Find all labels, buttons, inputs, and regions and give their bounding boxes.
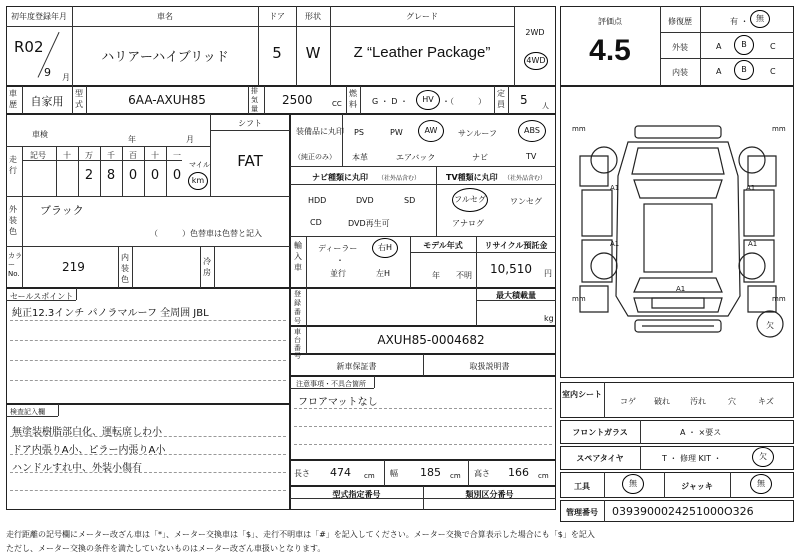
height-value: 166 bbox=[508, 466, 529, 479]
interior-c: C bbox=[770, 67, 776, 76]
notes-label: 注意事項・不具合箇所 bbox=[296, 380, 366, 388]
seat-item: キズ bbox=[758, 397, 774, 406]
fuel-hv-circled: HV bbox=[416, 90, 440, 110]
reg-no-label: 登録番号 bbox=[294, 290, 301, 325]
car-name-label: 車名 bbox=[157, 12, 173, 21]
km-circled: km bbox=[188, 172, 208, 190]
damage-mark-a1: A1 bbox=[610, 184, 620, 192]
sales-point-value: 純正12.3インチ パノラマルーフ 全周囲 JBL bbox=[12, 308, 209, 319]
inspection-year: 年 bbox=[128, 135, 136, 144]
tools-none-circled: 無 bbox=[622, 474, 644, 494]
interior-label: 内装 bbox=[672, 68, 688, 77]
navi-sd: SD bbox=[404, 196, 416, 205]
inspector-line: 無塗装樹脂部白化、運転席しわ小 bbox=[12, 427, 162, 438]
width-value: 185 bbox=[420, 466, 441, 479]
mm-mark: mm bbox=[572, 125, 586, 133]
unit-10m: 十 bbox=[63, 151, 71, 160]
import-sep: ・ bbox=[336, 256, 344, 265]
damage-mark-a1: A1 bbox=[610, 240, 620, 248]
inspection-month: 月 bbox=[186, 135, 194, 144]
recycle-label: リサイクル預託金 bbox=[484, 241, 548, 250]
unit-10: 十 bbox=[151, 151, 159, 160]
category-label: 車歴 bbox=[9, 89, 17, 109]
tv-sub: （社外品含む） bbox=[504, 175, 547, 182]
displacement-label: 排気量 bbox=[251, 87, 258, 113]
spare-opts: T ・ 修理 KIT ・ bbox=[662, 454, 722, 463]
mm-mark: mm bbox=[572, 295, 586, 303]
damage-mark-a1: A1 bbox=[746, 184, 756, 192]
equip-ps: PS bbox=[354, 128, 364, 137]
equip-abs-circled: ABS bbox=[518, 120, 546, 142]
inspector-box bbox=[6, 404, 290, 510]
type-no-label: 型式指定番号 bbox=[332, 490, 381, 499]
tv-fullseg-circled: フルセグ bbox=[452, 188, 488, 212]
width-label: 幅 bbox=[390, 469, 398, 478]
inspector-line: ドア内張りA小、ピラー内張りA小 bbox=[12, 445, 166, 456]
windshield-value: A ・ ×要ス bbox=[680, 428, 722, 437]
category-value: 自家用 bbox=[30, 95, 64, 108]
seat-item: 穴 bbox=[728, 397, 736, 406]
exterior-c: C bbox=[770, 42, 776, 51]
ac-label: 冷房 bbox=[203, 257, 211, 277]
length-value: 474 bbox=[330, 466, 351, 479]
color-label: 外装色 bbox=[9, 205, 17, 236]
mileage-digit: 0 bbox=[172, 168, 182, 183]
equip-pw: PW bbox=[390, 128, 403, 137]
eval-score: 4.5 bbox=[589, 34, 631, 67]
height-unit: cm bbox=[538, 472, 549, 480]
tv-label: TV種類に丸印 bbox=[446, 173, 498, 182]
mile-label: マイル bbox=[189, 161, 210, 169]
grade-label: グレード bbox=[406, 12, 438, 21]
displacement-value: 2500 bbox=[282, 93, 313, 107]
repair-none-circled: 無 bbox=[750, 10, 770, 28]
interior-color-label: 内装色 bbox=[121, 253, 129, 284]
chassis-label: 車台番号 bbox=[294, 328, 301, 360]
mileage-digit: 2 bbox=[84, 168, 94, 183]
footer-line-1: 走行距離の記号欄にメーター改ざん車は「*」、メーター交換車は「$」、走行不明車は「#」を記入してください。メーター交換で合算表示した場合にも「$」を記入 bbox=[6, 530, 595, 539]
tv-oneseg: ワンセグ bbox=[510, 197, 542, 206]
mgmt-label: 管理番号 bbox=[566, 508, 598, 517]
spare-missing-circled: 欠 bbox=[752, 447, 774, 467]
tv-analog: アナログ bbox=[452, 219, 484, 228]
navi-sub: （社外品含む） bbox=[378, 175, 421, 182]
cc-unit: CC bbox=[332, 100, 342, 108]
notes-value: フロアマットなし bbox=[298, 397, 378, 408]
recycle-unit: 円 bbox=[544, 269, 552, 278]
fuel-label: 燃料 bbox=[349, 89, 357, 109]
unit-1k: 千 bbox=[107, 151, 115, 160]
mileage-label: 走行 bbox=[9, 155, 17, 175]
sales-point-label: セールスポイント bbox=[10, 292, 74, 301]
model-label: 型式 bbox=[75, 89, 83, 109]
jack-none-circled: 無 bbox=[750, 474, 772, 494]
damage-mark-a1: A1 bbox=[676, 285, 686, 293]
equipment-label: 装備品に丸印 bbox=[296, 127, 344, 136]
seat-label: 室内シート bbox=[562, 390, 602, 399]
capacity-unit: 人 bbox=[542, 102, 549, 110]
length-label: 長さ bbox=[294, 469, 310, 478]
capacity-label: 定員 bbox=[497, 89, 505, 109]
import-parallel: 並行 bbox=[330, 269, 346, 278]
equipment-sub: （純正のみ） bbox=[294, 153, 336, 161]
mm-mark: mm bbox=[772, 295, 786, 303]
import-dealer: ディーラー bbox=[318, 244, 358, 253]
warranty-manual: 取扱説明書 bbox=[469, 362, 510, 371]
mgmt-value: 0393900024251000O326 bbox=[612, 505, 754, 518]
width-unit: cm bbox=[450, 472, 461, 480]
weight-unit: kg bbox=[544, 314, 554, 323]
model-value: 6AA-AXUH85 bbox=[128, 93, 206, 107]
drive-2wd: 2WD bbox=[525, 28, 545, 37]
model-year-year: 年 bbox=[432, 271, 440, 280]
navi-label: ナビ種類に丸印 bbox=[312, 173, 368, 182]
shape-label: 形状 bbox=[305, 12, 321, 21]
month-value: 9 bbox=[44, 66, 51, 79]
exterior-b-circled: B bbox=[734, 35, 754, 55]
shift-value: FAT bbox=[237, 152, 263, 170]
repair-label: 修復歴 bbox=[668, 17, 692, 26]
weight-label: 最大積載量 bbox=[496, 291, 536, 300]
import-label: 輸入車 bbox=[294, 241, 302, 272]
grade-value: Z “Leather Package” bbox=[353, 44, 491, 61]
height-label: 高さ bbox=[474, 469, 490, 478]
length-unit: cm bbox=[364, 472, 375, 480]
unit-1: 一 bbox=[173, 151, 181, 160]
exterior-label: 外装 bbox=[672, 43, 688, 52]
left-block bbox=[6, 114, 290, 288]
chassis-value: AXUH85-0004682 bbox=[377, 333, 485, 347]
interior-b-circled: B bbox=[734, 60, 754, 80]
navi-dvd-play: DVD再生可 bbox=[348, 219, 390, 228]
navi-hdd: HDD bbox=[308, 196, 327, 205]
color-note: （ ）色替車は色替と記入 bbox=[150, 229, 262, 238]
mileage-symbol-label: 記号 bbox=[30, 151, 46, 160]
interior-a: A bbox=[716, 67, 722, 76]
color-value: ブラック bbox=[40, 204, 84, 217]
spare-label: スペアタイヤ bbox=[576, 454, 624, 463]
equip-navi: ナビ bbox=[472, 153, 488, 162]
year-label: 初年度登録年月 bbox=[11, 12, 67, 21]
equip-sunroof: サンルーフ bbox=[458, 129, 497, 138]
unit-100: 百 bbox=[129, 151, 137, 160]
damage-mark-a1: A1 bbox=[748, 240, 758, 248]
month-unit: 月 bbox=[62, 73, 70, 82]
capacity-value: 5 bbox=[520, 93, 528, 107]
recycle-value: 10,510 bbox=[490, 262, 532, 276]
equip-tv: TV bbox=[526, 152, 537, 161]
mileage-digit: 0 bbox=[128, 168, 138, 183]
mileage-digit: 0 bbox=[150, 168, 160, 183]
windshield-label: フロントガラス bbox=[572, 428, 628, 437]
inspector-label: 検査記入欄 bbox=[10, 408, 45, 416]
seat-item: 汚れ bbox=[690, 397, 706, 406]
mileage-digit: 8 bbox=[106, 168, 116, 183]
color-no-value: 219 bbox=[62, 260, 85, 274]
color-no-label: カラーNo. bbox=[8, 252, 22, 278]
year-value: R02 bbox=[14, 38, 44, 56]
eval-label: 評価点 bbox=[598, 17, 622, 26]
inspector-line: ハンドルすれ中、外装小傷有 bbox=[12, 463, 142, 474]
drive-4wd-circled: 4WD bbox=[524, 52, 548, 70]
equip-airbag: エアバック bbox=[396, 153, 436, 162]
model-year-unknown: 不明 bbox=[456, 271, 472, 280]
model-year-label: モデル年式 bbox=[423, 241, 463, 250]
seat-item: 破れ bbox=[654, 397, 670, 406]
damage-mark-missing: 欠 bbox=[766, 321, 774, 330]
door-label: ドア bbox=[269, 12, 285, 21]
repair-opts: 有 ・ bbox=[730, 17, 749, 26]
footer-line-2: ただし、メーター交換の条件を満たしていないものはメーター改ざん車扱いとなります。 bbox=[6, 544, 326, 553]
car-name-value: ハリアーハイブリッド bbox=[101, 50, 229, 65]
unit-10k: 万 bbox=[85, 151, 93, 160]
warranty-new: 新車保証書 bbox=[336, 362, 377, 371]
equip-leather: 本革 bbox=[352, 153, 368, 162]
car-diagram bbox=[560, 86, 794, 378]
navi-cd: CD bbox=[310, 218, 322, 227]
exterior-a: A bbox=[716, 42, 722, 51]
navi-dvd: DVD bbox=[356, 196, 374, 205]
shape-value: W bbox=[305, 44, 321, 62]
equip-aw-circled: AW bbox=[418, 120, 444, 142]
fuel-paren: ・（ ） bbox=[442, 97, 486, 106]
shift-label: シフト bbox=[238, 119, 262, 128]
seat-item: コゲ bbox=[620, 397, 636, 406]
fuel-options: G ・ D ・ bbox=[372, 97, 408, 106]
import-left: 左H bbox=[376, 269, 391, 278]
doors-value: 5 bbox=[272, 44, 282, 62]
jack-label: ジャッキ bbox=[681, 482, 713, 491]
mm-mark: mm bbox=[772, 125, 786, 133]
tools-label: 工具 bbox=[574, 482, 590, 491]
class-no-label: 類別区分番号 bbox=[465, 490, 514, 499]
inspection-label: 車検 bbox=[32, 130, 48, 139]
import-right-circled: 右H bbox=[372, 238, 398, 258]
